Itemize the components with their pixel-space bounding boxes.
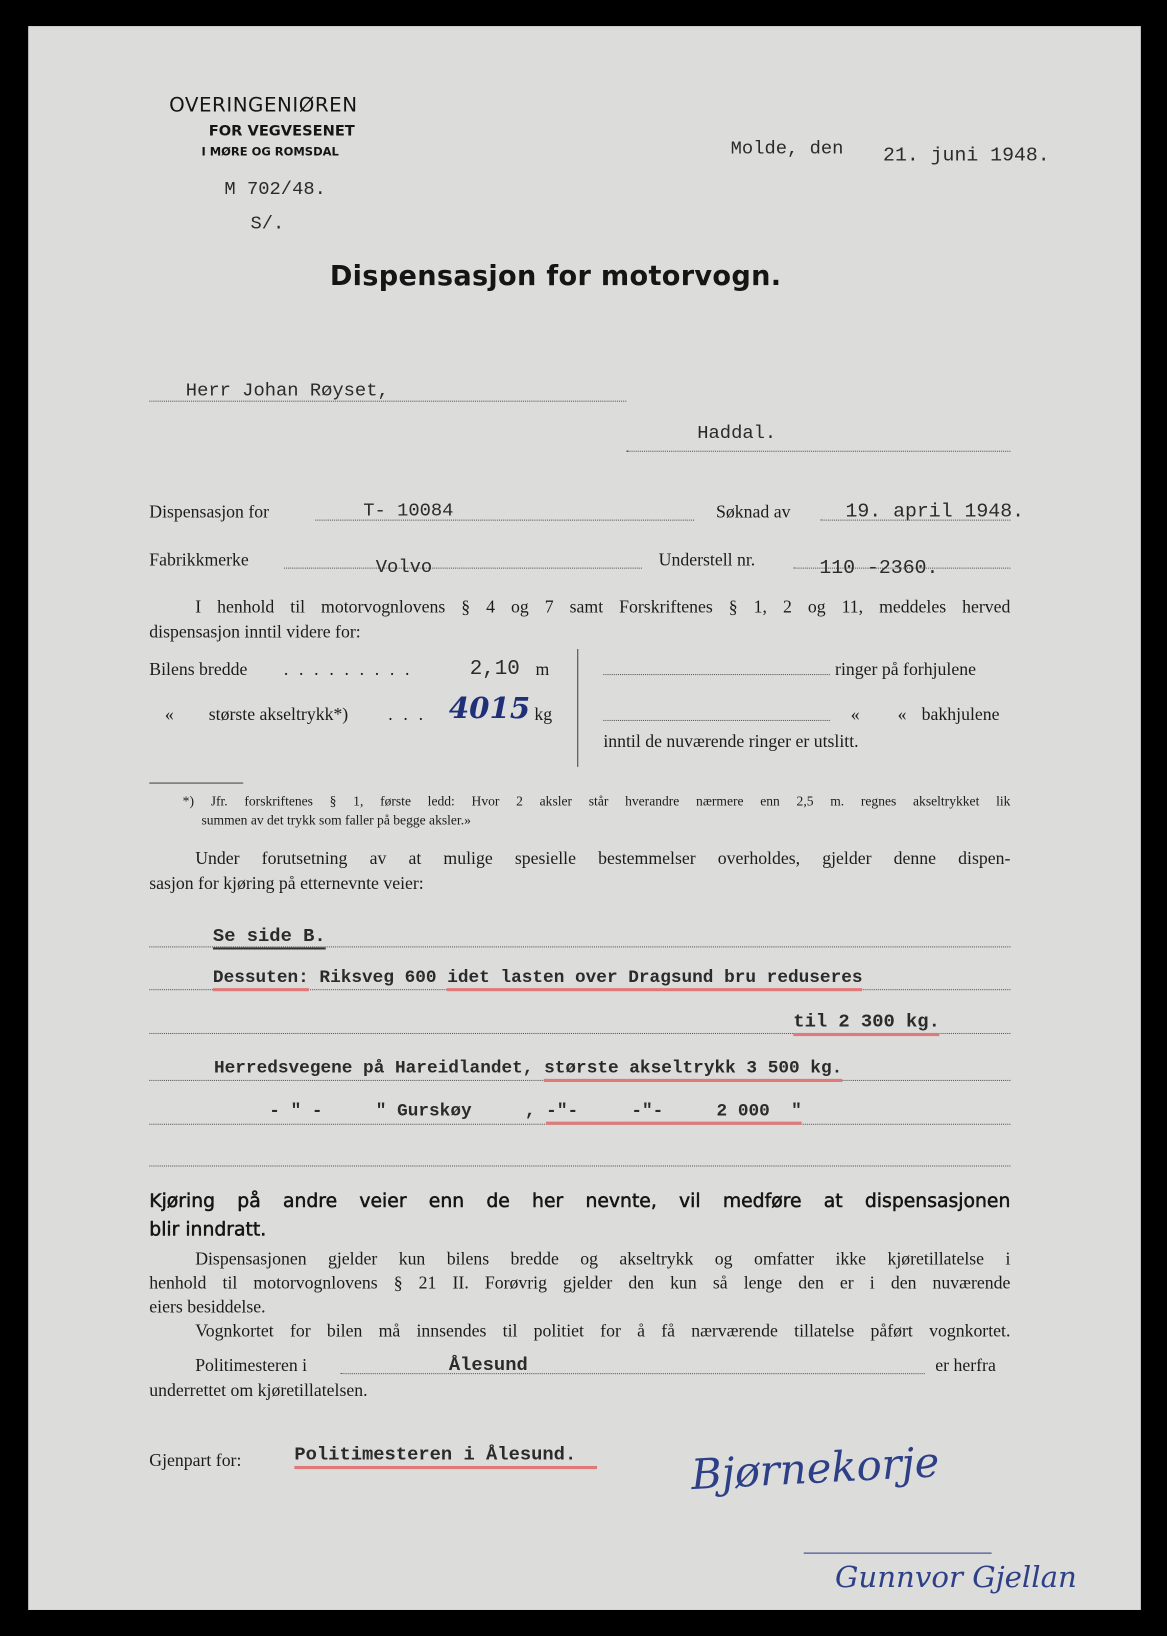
leader-dots: . . . . . . . . . — [283, 659, 413, 680]
tires-until-label: inntil de nuværende ringer er utslitt. — [603, 731, 859, 752]
make-value: Volvo — [375, 557, 433, 579]
letter-date: 21. juni 1948. — [883, 143, 1050, 167]
application-label: Søknad av — [716, 501, 791, 522]
ditto-mark: « — [850, 704, 860, 725]
road-line-1: Se side B. — [213, 927, 326, 950]
terms-line-2: henhold til motorvognlovens § 21 II. Forøvrig gjelder den kun så lenge den er i den nuværende — [149, 1272, 1011, 1293]
reference-number: M 702/48. — [224, 179, 326, 201]
road-line-5-area: - " - " Gurskøy , — [269, 1101, 547, 1122]
police-prefix: Politimesteren i — [195, 1355, 308, 1376]
leader-dots: . . . — [388, 704, 427, 725]
ditto-mark: « — [164, 704, 174, 725]
road-line-3: til 2 300 kg. — [793, 1012, 940, 1036]
copy-recipient: Politimesteren i Ålesund. — [294, 1445, 597, 1469]
signature-secondary: Gunnvor Gjellan — [835, 1559, 1077, 1595]
width-value: 2,10 — [469, 657, 520, 682]
terms-line-4: Vognkortet for bilen må innsendes til politiet for å få nærværende tillatelse påført vognkortet. — [195, 1320, 1011, 1341]
registration-number: T- 10084 — [363, 500, 454, 522]
axle-label: største akseltrykk*) — [208, 704, 349, 725]
make-label: Fabrikkmerke — [149, 549, 249, 570]
axle-value-handwritten: 4015 — [448, 690, 531, 726]
roads-intro-line-1: Under forutsetning av at mulige spesielle bestemmelser overholdes, gjelder denne dispen- — [195, 848, 1011, 869]
road-line-4-area: Herredsvegene på Hareidlandet, — [213, 1059, 545, 1079]
road-line-5-restriction: -"- -"- 2 000 " — [546, 1102, 802, 1125]
copy-label: Gjenpart for: — [149, 1450, 242, 1471]
rear-tires-label: bakhjulene — [921, 704, 1000, 725]
terms-line-3: eiers besiddelse. — [149, 1296, 266, 1317]
axle-unit: kg — [534, 704, 553, 725]
roads-intro-line-2: sasjon for kjøring på etternevnte veier: — [149, 873, 424, 894]
application-date: 19. april 1948. — [845, 499, 1025, 523]
recipient-name: Herr Johan Røyset, — [185, 380, 389, 402]
reference-initials: S/. — [250, 213, 285, 235]
recipient-place: Haddal. — [697, 423, 777, 445]
front-tires-label: ringer på forhjulene — [835, 659, 976, 680]
warning-line-1: Kjøring på andre veier enn de her nevnte, vil medføre at dispensasjonen — [149, 1190, 1011, 1213]
warning-line-2: blir inndratt. — [149, 1218, 267, 1241]
letterhead-region: I MØRE OG ROMSDAL — [201, 145, 339, 159]
road-line-2-restriction: idet lasten over Dragsund bru reduseres — [447, 968, 862, 991]
footnote-line-1: *) Jfr. forskriftenes § 1, første ledd: Hvor 2 aksler står hverandre nærmere enn 2,5 m. regnes akseltrykket lik — [182, 792, 1011, 809]
letterhead-subtitle: FOR VEGVESENET — [208, 123, 355, 140]
terms-line-1: Dispensasjonen gjelder kun bilens bredde og akseltrykk og omfatter ikke kjøretillatelse i — [195, 1248, 1011, 1269]
ditto-mark: « — [897, 704, 907, 725]
width-label: Bilens bredde — [149, 659, 248, 680]
document-title: Dispensasjon for motorvogn. — [329, 260, 782, 293]
place-label: Molde, den — [730, 138, 844, 160]
road-line-2-prefix: Dessuten: — [213, 968, 309, 991]
chassis-number: 110 -2360. — [819, 556, 939, 580]
police-district: Ålesund — [448, 1355, 528, 1377]
intro-line-2: dispensasjon inntil videre for: — [149, 621, 361, 642]
road-line-4-restriction: største akseltrykk 3 500 kg. — [544, 1059, 842, 1082]
police-suffix: er herfra — [935, 1355, 996, 1376]
footnote-line-2: summen av det trykk som faller på begge aksler.» — [201, 811, 471, 828]
police-line-2: underrettet om kjøretillatelsen. — [149, 1380, 368, 1401]
road-line-2-route: Riksveg 600 — [308, 968, 448, 989]
signature-main: Bjørnekorje — [689, 1438, 941, 1500]
width-unit: m — [535, 659, 550, 680]
chassis-label: Understell nr. — [658, 549, 756, 570]
dispensation-label: Dispensasjon for — [149, 501, 270, 522]
intro-line-1: I henhold til motorvognlovens § 4 og 7 samt Forskriftenes § 1, 2 og 11, meddeles herved — [195, 596, 1011, 617]
letterhead-title: OVERINGENIØREN — [169, 93, 358, 117]
